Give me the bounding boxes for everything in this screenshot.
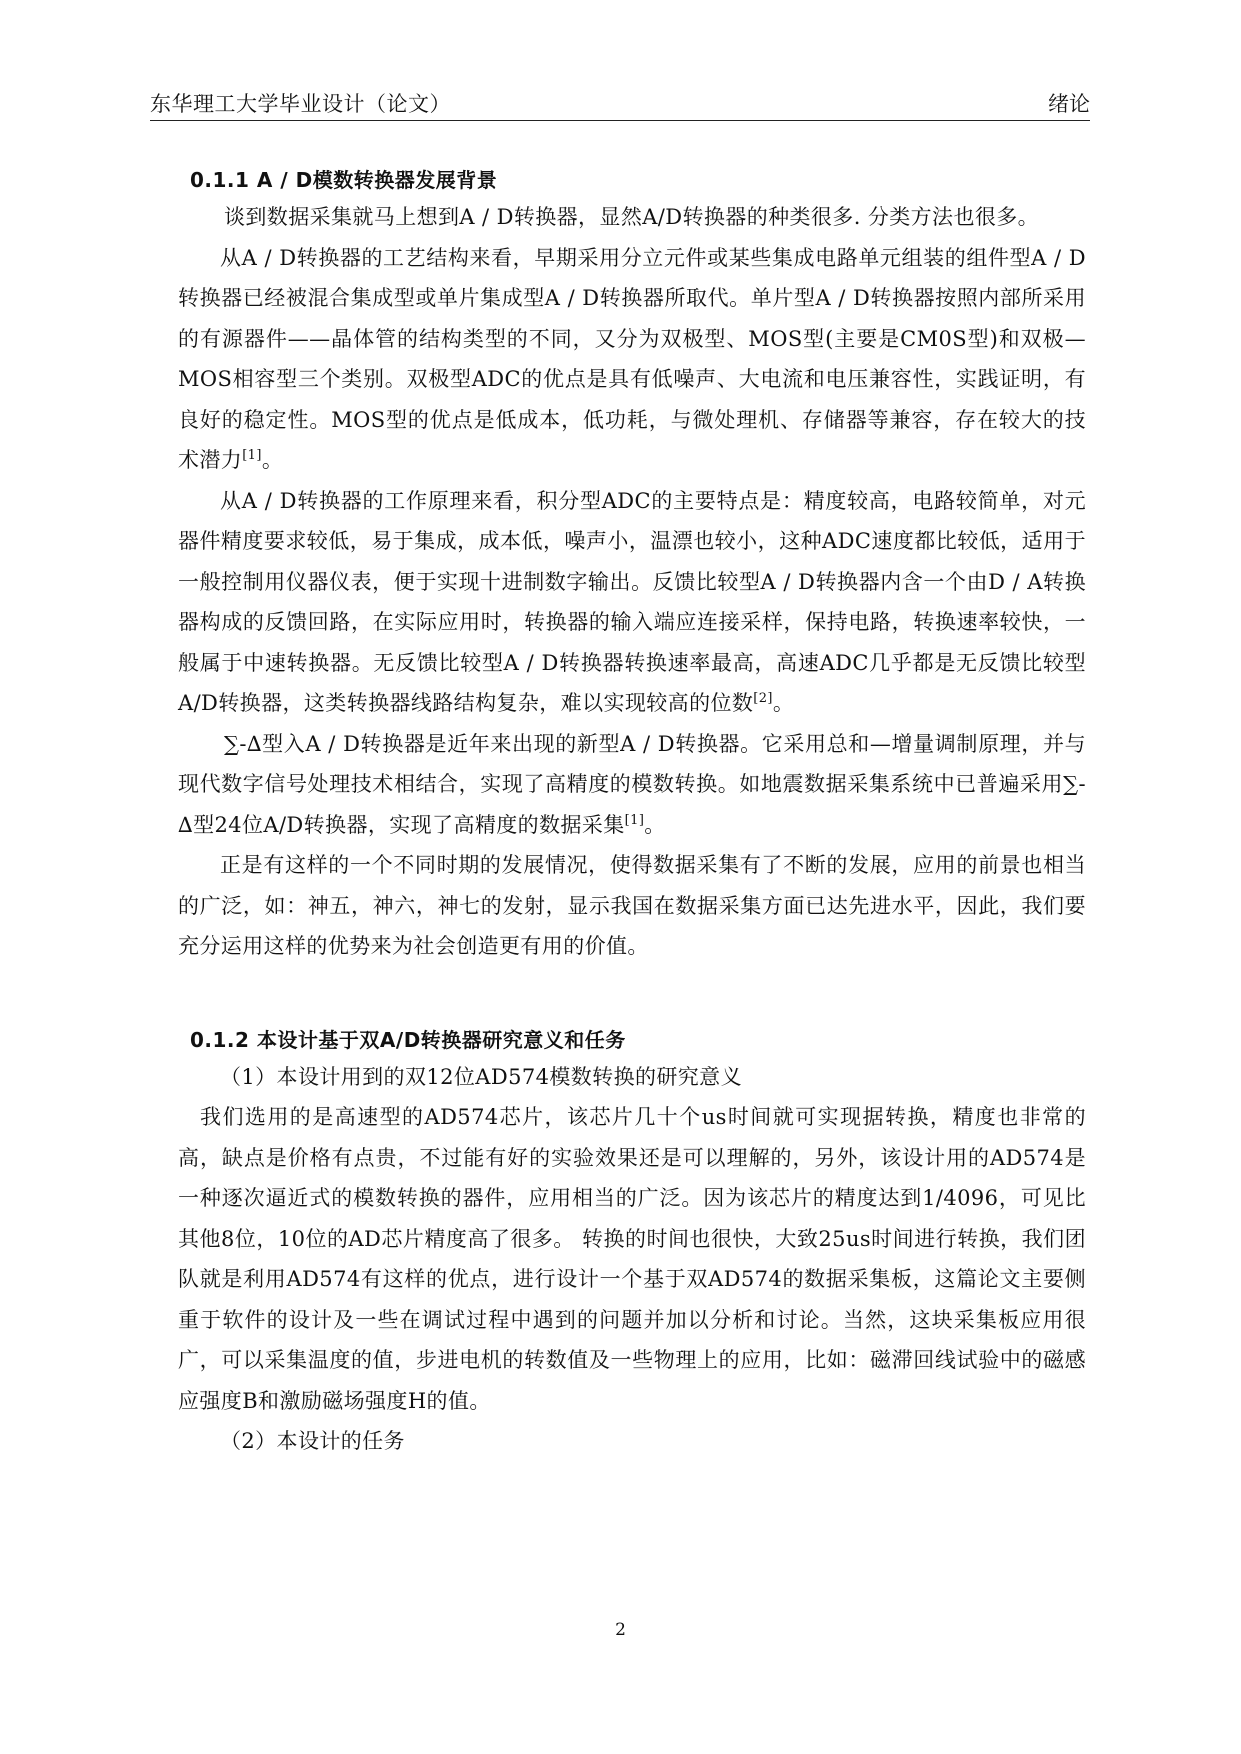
citation-ref: [2] [753,691,773,706]
page-content [178,163,1086,1462]
paragraph-ad574: 我们选用的是高速型的AD574芯片，该芯片几十个us时间就可实现据转换，精度也非常的高，缺点是价格有点贵，不过能有好的实验效果还是可以理解的，另外，该设计用的AD574是一种逐次逼近式的模数转换的器件，应用相当的广泛。因为该芯片的精度达到1/4096，可见比其他8位，10位的AD芯片精度高了很多。 转换的时间也很快，大致25us时间进行转换，我们团队就是利用AD574有这样的优点，进行设计一个基于双AD574的数据采集板，这篇论文主要侧重于软件的设计及一些在调试过程中遇到的问题并加以分析和讨论。当然，这块采集板应用很广，可以采集温度的值，步进电机的转数值及一些物理上的应用，比如：磁滞回线试验中的磁感应强度B和激励磁场强度H的值。 [178,1105,1086,1413]
paragraph-text: 从A / D转换器的工艺结构来看，早期采用分立元件或某些集成电路单元组装的组件型A / D转换器已经被混合集成型或单片集成型A / D转换器所取代。单片型A / D转换器按照内部所采用的有源器件——晶体管的结构类型的不同，又分为双极型、MOS型(主要是CM0S型)和双极—MOS相容型三个类别。双极型ADC的优点是具有低噪声、大电流和电压兼容性，实践证明，有良好的稳定性。MOS型的优点是低成本，低功耗，与微处理机、存储器等兼容，存在较大的技术潜力 [178,245,1086,472]
section-heading-0-1-2: 0.1.2 本设计基于双A/D转换器研究意义和任务 [190,1027,626,1052]
paragraph-end: 。 [261,448,284,472]
subheading-research-significance: （1）本设计用到的双12位AD574模数转换的研究意义 [220,1064,742,1089]
paragraph-end: 。 [644,812,666,837]
page-header [150,86,1090,121]
citation-ref: [1] [624,812,645,828]
paragraph-working-principle [178,481,1086,724]
paragraph-end: 。 [772,691,795,715]
paragraph-text: 从A / D转换器的工作原理来看，积分型ADC的主要特点是：精度较高，电路较简单，对元器件精度要求较低，易于集成，成本低，噪声小，温漂也较小，这种ADC速度都比较低，适用于一般控制用仪器仪表，便于实现十进制数字输出。反馈比较型A / D转换器内含一个由D / A转换器构成的反馈回路，在实际应用时，转换器的输入端应连接采样，保持电路，转换速率较快，一般属于中速转换器。无反馈比较型A / D转换器转换速率最高，高速ADC几乎都是无反馈比较型A/D转换器，这类转换器线路结构复杂，难以实现较高的位数 [178,488,1086,715]
paragraph-intro: 谈到数据采集就马上想到A / D转换器，显然A/D转换器的种类很多. 分类方法也很多。 [224,205,1040,229]
citation-ref: [1] [242,448,262,463]
section-heading-0-1-1: 0.1.1 A / D模数转换器发展背景 [190,168,498,192]
header-chapter-title: 绪论 [1048,92,1090,116]
paragraph-text: ∑-∆型入A / D转换器是近年来出现的新型A / D转换器。它采用总和—增量调制原理，并与现代数字信号处理技术相结合，实现了高精度的模数转换。如地震数据采集系统中已普遍采用∑-∆型24位A/D转换器，实现了高精度的数据采集 [178,731,1086,837]
subheading-design-task: （2）本设计的任务 [220,1429,405,1453]
section-spacer [178,967,1086,1023]
paragraph-sigma-delta [178,724,1086,846]
paragraph-development: 正是有这样的一个不同时期的发展情况，使得数据采集有了不断的发展，应用的前景也相当的广泛，如：神五，神六，神七的发射，显示我国在数据采集方面已达先进水平，因此，我们要充分运用这样的优势来为社会创造更有用的价值。 [178,853,1086,958]
header-thesis-title: 东华理工大学毕业设计（论文） [150,92,451,116]
paragraph-process-structure [178,238,1086,481]
page-number: 2 [615,1620,626,1640]
